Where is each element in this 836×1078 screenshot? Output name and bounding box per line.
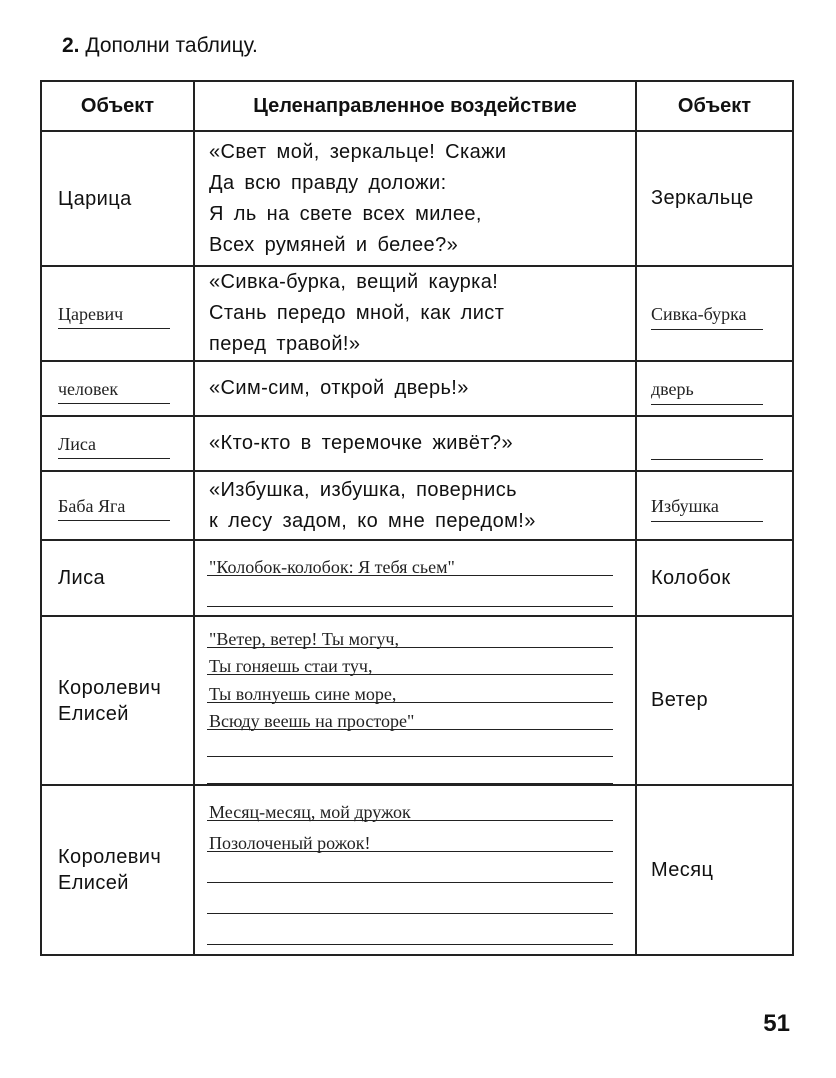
object-text: Сивка-бурка	[651, 304, 763, 330]
subject-text: Лиса	[58, 434, 170, 459]
action-line: «Избушка, избушка, повернись	[209, 478, 517, 501]
table-row	[42, 415, 792, 470]
subject-cell[interactable]	[42, 417, 195, 470]
object-text	[651, 434, 763, 460]
action-line: Стань передо мной, как лист	[209, 302, 505, 324]
action-cell[interactable]	[195, 617, 637, 784]
blank-answer-line[interactable]	[207, 730, 613, 757]
subject-cell	[42, 541, 195, 615]
blank-answer-line[interactable]	[207, 576, 613, 607]
page-number: 51	[763, 1010, 790, 1037]
action-line: Позолоченый рожок!	[209, 833, 371, 853]
answer-line[interactable]	[207, 648, 613, 675]
action-cell	[195, 417, 637, 470]
answer-table	[40, 80, 794, 956]
answer-line[interactable]	[207, 790, 613, 821]
action-cell	[195, 132, 637, 265]
blank-answer-line[interactable]	[207, 757, 613, 784]
action-line: перед травой!»	[209, 333, 361, 355]
header-subject: Объект	[42, 82, 195, 130]
header-object: Объект	[677, 94, 752, 117]
object-cell[interactable]	[637, 362, 792, 415]
task-heading	[62, 34, 258, 58]
object-text: Зеркальце	[651, 187, 754, 209]
table-header	[42, 82, 792, 130]
subject-cell[interactable]	[42, 362, 195, 415]
answer-line[interactable]	[207, 675, 613, 702]
table-row	[42, 784, 792, 954]
action-line: "Ветер, ветер! Ты могуч,	[209, 629, 399, 650]
table-row	[42, 360, 792, 415]
action-cell	[195, 362, 637, 415]
answer-line[interactable]	[207, 821, 613, 852]
action-line: «Свет мой, зеркальце! Скажи	[209, 140, 507, 163]
object-cell[interactable]	[637, 472, 792, 539]
object-cell	[637, 617, 792, 784]
subject-text: человек	[58, 379, 170, 404]
blank-answer-line[interactable]	[207, 883, 613, 914]
subject-text: Лиса	[58, 567, 106, 589]
subject-cell	[42, 132, 195, 265]
header-action: Целенаправленное воздействие	[195, 82, 637, 130]
action-line: «Сим-сим, открой дверь!»	[209, 377, 469, 399]
action-line: Ты гоняешь стаи туч,	[209, 656, 373, 677]
object-cell[interactable]	[637, 267, 792, 360]
answer-line[interactable]	[207, 545, 613, 576]
subject-text: Королевич Елисей	[58, 676, 162, 725]
subject-text: Королевич Елисей	[58, 846, 162, 894]
subject-text: Царевич	[58, 304, 170, 329]
task-text: Дополни таблицу.	[85, 34, 258, 57]
object-text: Месяц	[651, 858, 714, 881]
task-number: 2.	[62, 34, 80, 57]
action-line: к лесу задом, ко мне передом!»	[209, 509, 536, 532]
subject-text: Царица	[58, 187, 132, 210]
action-cell	[195, 472, 637, 539]
action-line: Всюду веешь на просторе"	[209, 710, 415, 731]
action-line: Всех румяней и белее?»	[209, 233, 459, 256]
object-cell[interactable]	[637, 417, 792, 470]
object-cell	[637, 132, 792, 265]
action-line: Ты волнуешь сине море,	[209, 683, 397, 704]
answer-line[interactable]	[207, 703, 613, 730]
table-row	[42, 539, 792, 615]
table-row	[42, 130, 792, 265]
object-text: Избушка	[651, 496, 763, 522]
blank-answer-line[interactable]	[207, 852, 613, 883]
action-cell[interactable]	[195, 541, 637, 615]
subject-cell	[42, 786, 195, 954]
blank-answer-line[interactable]	[207, 914, 613, 945]
action-line: Месяц-месяц, мой дружок	[209, 802, 411, 822]
object-text: Ветер	[651, 689, 708, 711]
action-cell	[195, 267, 637, 360]
subject-text: Баба Яга	[58, 496, 170, 521]
object-cell	[637, 786, 792, 954]
action-line: Я ль на свете всех милее,	[209, 202, 482, 225]
object-text: дверь	[651, 379, 763, 405]
subject-cell	[42, 617, 195, 784]
subject-cell[interactable]	[42, 472, 195, 539]
table-row	[42, 265, 792, 360]
subject-cell[interactable]	[42, 267, 195, 360]
action-cell[interactable]	[195, 786, 637, 954]
action-line: "Колобок-колобок: Я тебя сьем"	[209, 557, 455, 577]
action-line: Да всю правду доложи:	[209, 171, 447, 194]
action-line: «Кто-кто в теремочке живёт?»	[209, 432, 513, 454]
object-text: Колобок	[651, 566, 731, 589]
action-line: «Сивка-бурка, вещий каурка!	[209, 271, 499, 293]
object-cell	[637, 541, 792, 615]
table-row	[42, 615, 792, 784]
table-row	[42, 470, 792, 539]
answer-line[interactable]	[207, 621, 613, 648]
